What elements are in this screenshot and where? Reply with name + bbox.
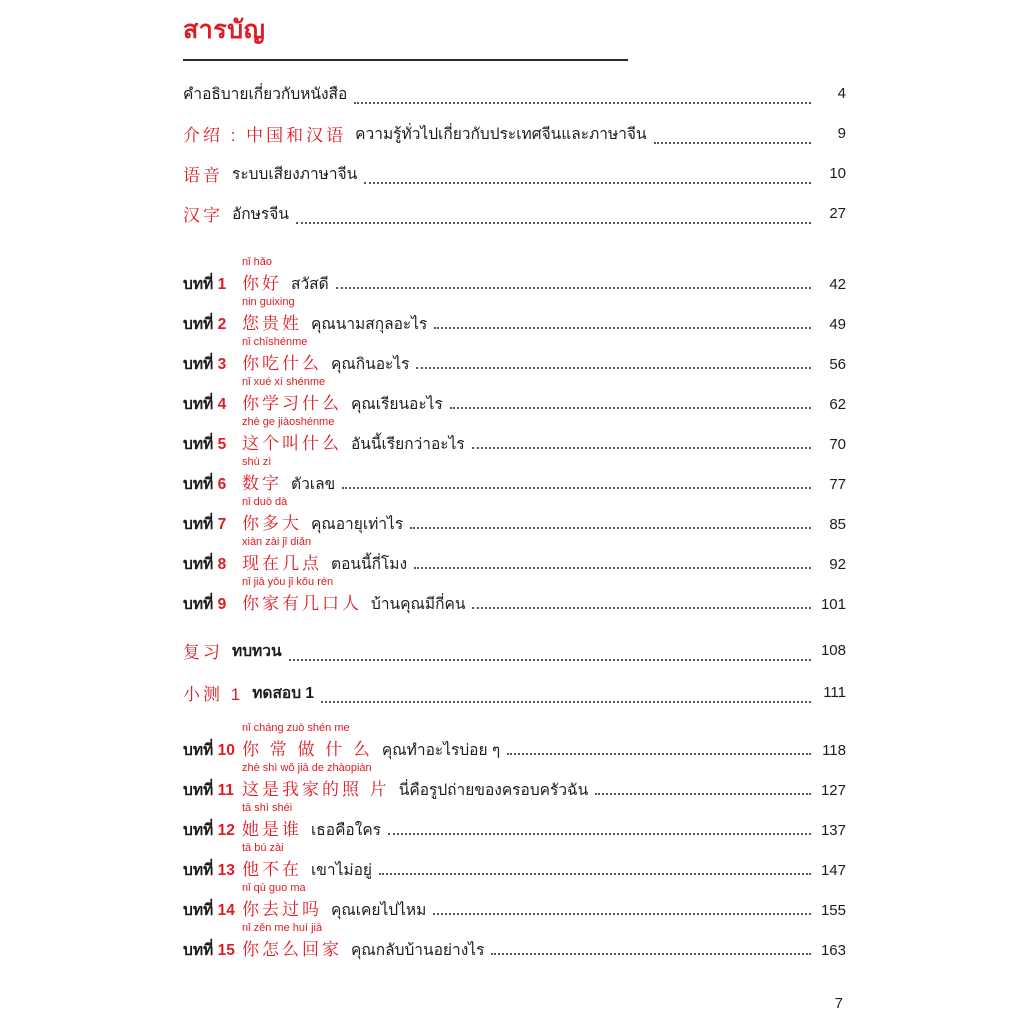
chapter-row (183, 895, 846, 921)
review-thai: ทบทวน (232, 642, 282, 660)
dotted-leader (414, 555, 811, 569)
chapter-page: 155 (820, 902, 846, 919)
dotted-leader (654, 130, 811, 144)
chapter-label (183, 777, 242, 802)
dotted-leader (433, 901, 811, 915)
chapter-word: บทที่ (183, 782, 214, 799)
chapter-thai: สวัสดี (291, 276, 329, 293)
dotted-leader (379, 861, 811, 875)
chapter-chinese: 他不在 (242, 860, 302, 879)
chapter-chinese: 您贵姓 (242, 314, 302, 333)
quiz-entry (183, 671, 846, 713)
chapter-chinese: 你家有几口人 (242, 594, 362, 613)
chapter-page: 85 (829, 516, 846, 533)
chapter-chinese: 她是谁 (242, 820, 302, 839)
dotted-leader (416, 355, 811, 369)
dotted-leader (321, 689, 811, 703)
front-matter-list (183, 73, 846, 233)
chapter-label (183, 737, 242, 762)
chapter-page: 56 (829, 356, 846, 373)
chapter-label (183, 271, 242, 296)
toc-entry (183, 73, 846, 113)
quiz-page: 111 (823, 683, 846, 701)
chapter-row (183, 549, 846, 575)
chapter-row (183, 815, 846, 841)
chapter-word: บทที่ (183, 396, 214, 413)
chapter-label (183, 311, 242, 336)
review-chinese: 复习 (183, 642, 223, 662)
dotted-leader (472, 435, 811, 449)
chapter-pinyin: zhè ge jiàoshénme (242, 416, 335, 428)
chapter-row (183, 269, 846, 295)
chapter-word: บทที่ (183, 436, 214, 453)
chapter-entry (183, 841, 846, 881)
chapter-word: บทที่ (183, 742, 214, 759)
toc-entry-page: 9 (837, 124, 846, 142)
toc-entry-thai: คำอธิบายเกี่ยวกับหนังสือ (183, 85, 348, 103)
dotted-leader (491, 941, 811, 955)
chapter-entry (183, 761, 846, 801)
toc-entry-page: 27 (829, 204, 846, 222)
chapter-thai: คุณกินอะไร (331, 356, 410, 373)
chapter-label (183, 937, 242, 962)
chapter-word: บทที่ (183, 516, 214, 533)
chapter-row (183, 389, 846, 415)
review-entry (183, 629, 846, 671)
chapter-number: 10 (217, 742, 235, 759)
chapter-number: 7 (217, 516, 227, 533)
chapter-thai: คุณนามสกุลอะไร (311, 316, 428, 333)
chapter-word: บทที่ (183, 862, 214, 879)
chapter-number: 15 (217, 942, 235, 959)
chapter-label (183, 511, 242, 536)
chapter-word: บทที่ (183, 316, 214, 333)
chapter-entry (183, 721, 846, 761)
chapter-list-1 (183, 255, 846, 615)
chapter-entry (183, 575, 846, 615)
dotted-leader (289, 647, 811, 661)
chapter-entry (183, 921, 846, 961)
chapter-chinese: 现在几点 (242, 554, 322, 573)
chapter-chinese: 这是我家的照 片 (242, 780, 390, 799)
dotted-leader (507, 741, 811, 755)
chapter-row (183, 589, 846, 615)
chapter-pinyin: tā bú zài (242, 842, 284, 854)
chapter-pinyin: shù zì (242, 456, 272, 468)
chapter-entry (183, 415, 846, 455)
chapter-label (183, 897, 242, 922)
chapter-page: 92 (829, 556, 846, 573)
chapter-chinese: 你去过吗 (242, 900, 322, 919)
chapter-pinyin: nǐ zěn me huí jiā (242, 922, 323, 934)
chapter-page: 42 (829, 276, 846, 293)
chapter-page: 70 (829, 436, 846, 453)
chapter-thai: คุณทำอะไรบ่อย ๆ (381, 742, 501, 759)
chapter-entry (183, 335, 846, 375)
chapter-entry (183, 801, 846, 841)
dotted-leader (296, 210, 811, 224)
chapter-label (183, 591, 242, 616)
toc-entry-chinese: 汉字 (183, 205, 223, 225)
chapter-pinyin: nǐ chīshénme (242, 336, 308, 348)
chapter-word: บทที่ (183, 356, 214, 373)
chapter-pinyin: nǐ duō dà (242, 496, 288, 508)
chapter-label (183, 471, 242, 496)
chapter-number: 13 (217, 862, 235, 879)
chapter-pinyin: zhè shì wǒ jiā de zhàopiàn (242, 762, 372, 774)
chapter-page: 127 (820, 782, 846, 799)
toc-entry-thai: ระบบเสียงภาษาจีน (232, 165, 358, 183)
chapter-row (183, 735, 846, 761)
chapter-entry (183, 535, 846, 575)
chapter-chinese: 你多大 (242, 514, 302, 533)
toc-entry-page: 4 (837, 84, 846, 102)
page-title: สารบัญ (183, 16, 266, 44)
chapter-word: บทที่ (183, 902, 214, 919)
chapter-pinyin: nin guixing (242, 296, 295, 308)
chapter-row (183, 775, 846, 801)
chapter-word: บทที่ (183, 596, 214, 613)
chapter-entry (183, 881, 846, 921)
chapter-chinese: 你好 (242, 274, 282, 293)
chapter-chinese: 你 常 做 什 么 (242, 740, 373, 759)
chapter-thai: นี่คือรูปถ่ายของครอบครัวฉัน (398, 782, 589, 799)
chapter-number: 5 (217, 436, 227, 453)
chapter-row (183, 469, 846, 495)
chapter-number: 1 (217, 276, 227, 293)
chapter-label (183, 431, 242, 456)
chapter-thai: คุณอายุเท่าไร (311, 516, 404, 533)
toc-entry (183, 153, 846, 193)
chapter-list-2 (183, 721, 846, 961)
chapter-pinyin: nǐ cháng zuò shén me (242, 722, 350, 734)
chapter-number: 12 (217, 822, 235, 839)
chapter-word: บทที่ (183, 556, 214, 573)
chapter-pinyin: nǐ qù guo ma (242, 882, 306, 894)
chapter-page: 118 (822, 742, 846, 759)
chapter-page: 62 (829, 396, 846, 413)
chapter-row (183, 349, 846, 375)
chapter-word: บทที่ (183, 476, 214, 493)
chapter-thai: คุณเคยไปไหม (331, 902, 427, 919)
chapter-thai: เธอคือใคร (311, 822, 382, 839)
chapter-label (183, 857, 242, 882)
chapter-number: 3 (217, 356, 227, 373)
quiz-thai: ทดสอบ 1 (252, 684, 315, 702)
chapter-number: 9 (217, 596, 227, 613)
chapter-chinese: 你吃什么 (242, 354, 322, 373)
chapter-entry (183, 295, 846, 335)
dotted-leader (472, 595, 811, 609)
dotted-leader (450, 395, 811, 409)
dotted-leader (388, 821, 811, 835)
chapter-pinyin: xiàn zài jǐ diǎn (242, 536, 312, 548)
toc-entry-chinese: 语音 (183, 165, 223, 185)
toc-entry-thai: อักษรจีน (232, 205, 289, 223)
chapter-label (183, 551, 242, 576)
chapter-page: 163 (820, 942, 846, 959)
chapter-row (183, 309, 846, 335)
dotted-leader (434, 315, 811, 329)
chapter-thai: คุณเรียนอะไร (351, 396, 443, 413)
quiz-chinese: 小测 1 (183, 684, 244, 704)
chapter-thai: เขาไม่อยู่ (311, 862, 373, 879)
chapter-chinese: 你怎么回家 (242, 940, 342, 959)
chapter-row (183, 509, 846, 535)
chapter-row (183, 429, 846, 455)
toc-entry-page: 10 (829, 164, 846, 182)
review-page: 108 (820, 641, 846, 659)
chapter-pinyin: nǐ xué xí shénme (242, 376, 326, 388)
chapter-label (183, 817, 242, 842)
dotted-leader (354, 90, 811, 104)
chapter-entry (183, 455, 846, 495)
review-list (183, 629, 846, 713)
chapter-page: 77 (829, 476, 846, 493)
chapter-number: 2 (217, 316, 227, 333)
toc-entry (183, 193, 846, 233)
chapter-word: บทที่ (183, 942, 214, 959)
dotted-leader (336, 275, 811, 289)
chapter-entry (183, 375, 846, 415)
page-number: 7 (834, 995, 843, 1012)
chapter-thai: คุณกลับบ้านอย่างไร (351, 942, 485, 959)
dotted-leader (410, 515, 811, 529)
chapter-thai: อันนี้เรียกว่าอะไร (351, 436, 465, 453)
chapter-pinyin: nǐ hǎo (242, 256, 272, 268)
dotted-leader (364, 170, 811, 184)
chapter-page: 137 (820, 822, 846, 839)
chapter-number: 11 (217, 782, 234, 799)
chapter-chinese: 数字 (242, 474, 282, 493)
chapter-number: 8 (217, 556, 227, 573)
toc-entry (183, 113, 846, 153)
title-underline (183, 59, 628, 61)
dotted-leader (342, 475, 811, 489)
chapter-word: บทที่ (183, 276, 214, 293)
chapter-entry (183, 495, 846, 535)
chapter-pinyin: nǐ jiā yǒu jǐ kǒu rén (242, 576, 334, 588)
chapter-entry (183, 255, 846, 295)
toc-entry-chinese: 介绍 : 中国和汉语 (183, 125, 347, 145)
chapter-pinyin: tā shì shéi (242, 802, 293, 814)
chapter-thai: ตัวเลข (291, 476, 336, 493)
chapter-label (183, 351, 242, 376)
chapter-row (183, 935, 846, 961)
toc-page (183, 10, 846, 961)
chapter-label (183, 391, 242, 416)
chapter-page: 49 (829, 316, 846, 333)
chapter-thai: ตอนนี้กี่โมง (331, 556, 408, 573)
chapter-page: 101 (820, 596, 846, 613)
chapter-chinese: 这个叫什么 (242, 434, 342, 453)
chapter-number: 6 (217, 476, 227, 493)
toc-entry-thai: ความรู้ทั่วไปเกี่ยวกับประเทศจีนและภาษาจีน (355, 125, 647, 143)
chapter-chinese: 你学习什么 (242, 394, 342, 413)
chapter-thai: บ้านคุณมีกี่คน (371, 596, 466, 613)
chapter-row (183, 855, 846, 881)
chapter-number: 4 (217, 396, 227, 413)
chapter-word: บทที่ (183, 822, 214, 839)
chapter-number: 14 (217, 902, 235, 919)
dotted-leader (595, 781, 811, 795)
chapter-page: 147 (820, 862, 846, 879)
